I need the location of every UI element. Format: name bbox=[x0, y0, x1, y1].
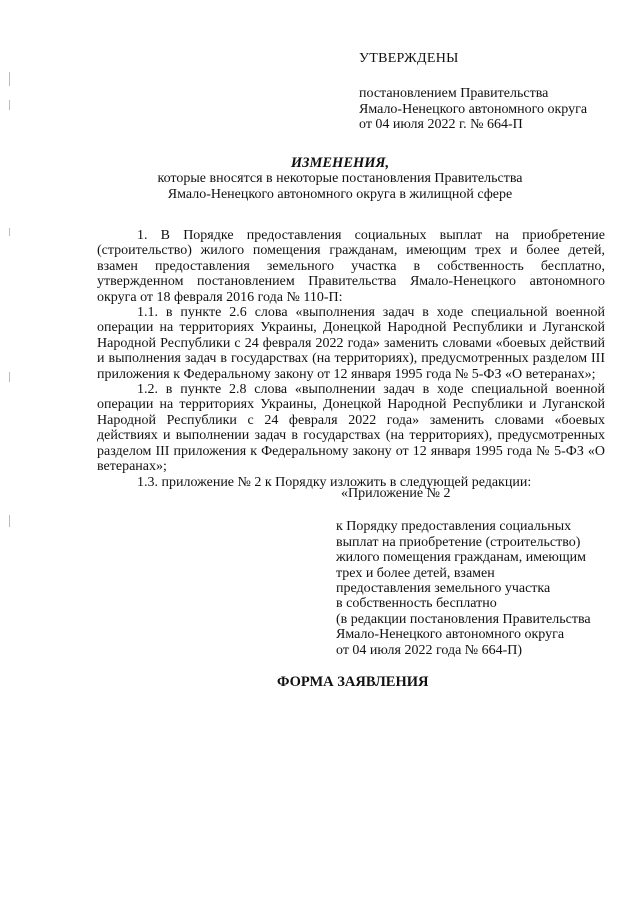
document-heading bbox=[60, 156, 620, 202]
paragraph-1-3: 1.3. приложение № 2 к Порядку изложить в следующей редакции: bbox=[137, 474, 532, 490]
appendix-reference bbox=[336, 519, 626, 658]
appendix-line: (в редакции постановления Правительства bbox=[336, 611, 591, 627]
scan-edge-mark bbox=[9, 72, 10, 86]
scan-edge-mark bbox=[9, 100, 10, 110]
scan-edge-mark bbox=[9, 228, 10, 236]
appendix-title: «Приложение № 2 bbox=[341, 486, 451, 501]
approval-line: постановлением Правительства bbox=[359, 86, 549, 102]
paragraph-1: 1. В Порядке предоставления социальных выплат на приобретение (строительство) жилого помещения гражданам, имеющим трех и более детей, взамен предоставления земельного участка в собственность бесплатно, утвержденном постановлением Правительства Ямало-Ненецкого автономного округа от 18 февраля 2016 года № 110-П: bbox=[97, 228, 605, 305]
scan-edge-mark bbox=[9, 372, 10, 382]
appendix-line: предоставления земельного участка bbox=[336, 581, 551, 597]
document-body bbox=[97, 228, 605, 490]
approval-line: Ямало-Ненецкого автономного округа bbox=[359, 101, 588, 117]
appendix-line: в собственность бесплатно bbox=[336, 596, 497, 612]
document-subtitle bbox=[60, 171, 620, 202]
scan-edge-mark bbox=[9, 515, 10, 527]
approval-block bbox=[359, 51, 629, 133]
approval-line: от 04 июля 2022 г. № 664-П bbox=[359, 117, 523, 133]
subtitle-line: Ямало-Ненецкого автономного округа в жилищной сфере bbox=[167, 186, 513, 202]
subtitle-line: которые вносятся в некоторые постановления Правительства bbox=[157, 171, 523, 187]
appendix-line: выплат на приобретение (строительство) bbox=[336, 534, 581, 550]
paragraph-1-1: 1.1. в пункте 2.6 слова «выполнения задач в ходе специальной военной операции на территориях Украины, Донецкой Народной Республики и Луганской Народной Республики с 24 февраля 2022 года» заменить словами «боевых действий и выполнения задач в государствах (на территориях), предусмотренных разделом III приложения к Федеральному закону от 12 января 1995 года № 5-ФЗ «О ветеранах»; bbox=[97, 305, 605, 382]
appendix-line: жилого помещения гражданам, имеющим bbox=[336, 550, 586, 566]
appendix-line: Ямало-Ненецкого автономного округа bbox=[336, 627, 565, 643]
appendix-header bbox=[336, 486, 626, 658]
appendix-line: к Порядку предоставления социальных bbox=[336, 519, 572, 535]
approval-lines bbox=[359, 86, 629, 132]
appendix-line: трех и более детей, взамен bbox=[336, 565, 495, 581]
form-title: ФОРМА ЗАЯВЛЕНИЯ bbox=[277, 674, 429, 690]
appendix-line: от 04 июля 2022 года № 664-П) bbox=[336, 642, 523, 658]
document-title: ИЗМЕНЕНИЯ, bbox=[290, 155, 390, 171]
approval-title: УТВЕРЖДЕНЫ bbox=[359, 51, 459, 66]
paragraph-1-2: 1.2. в пункте 2.8 слова «выполнении задач в ходе специальной военной операции на территориях Украины, Донецкой Народной Республики и Луганской Народной Республики с 24 февраля 2022 года» заменить словами «боевых действиях и выполнении задач в государствах (на территориях), предусмотренных разделом III приложения к Федеральному закону от 12 января 1995 года № 5-ФЗ «О ветеранах»; bbox=[97, 382, 605, 475]
